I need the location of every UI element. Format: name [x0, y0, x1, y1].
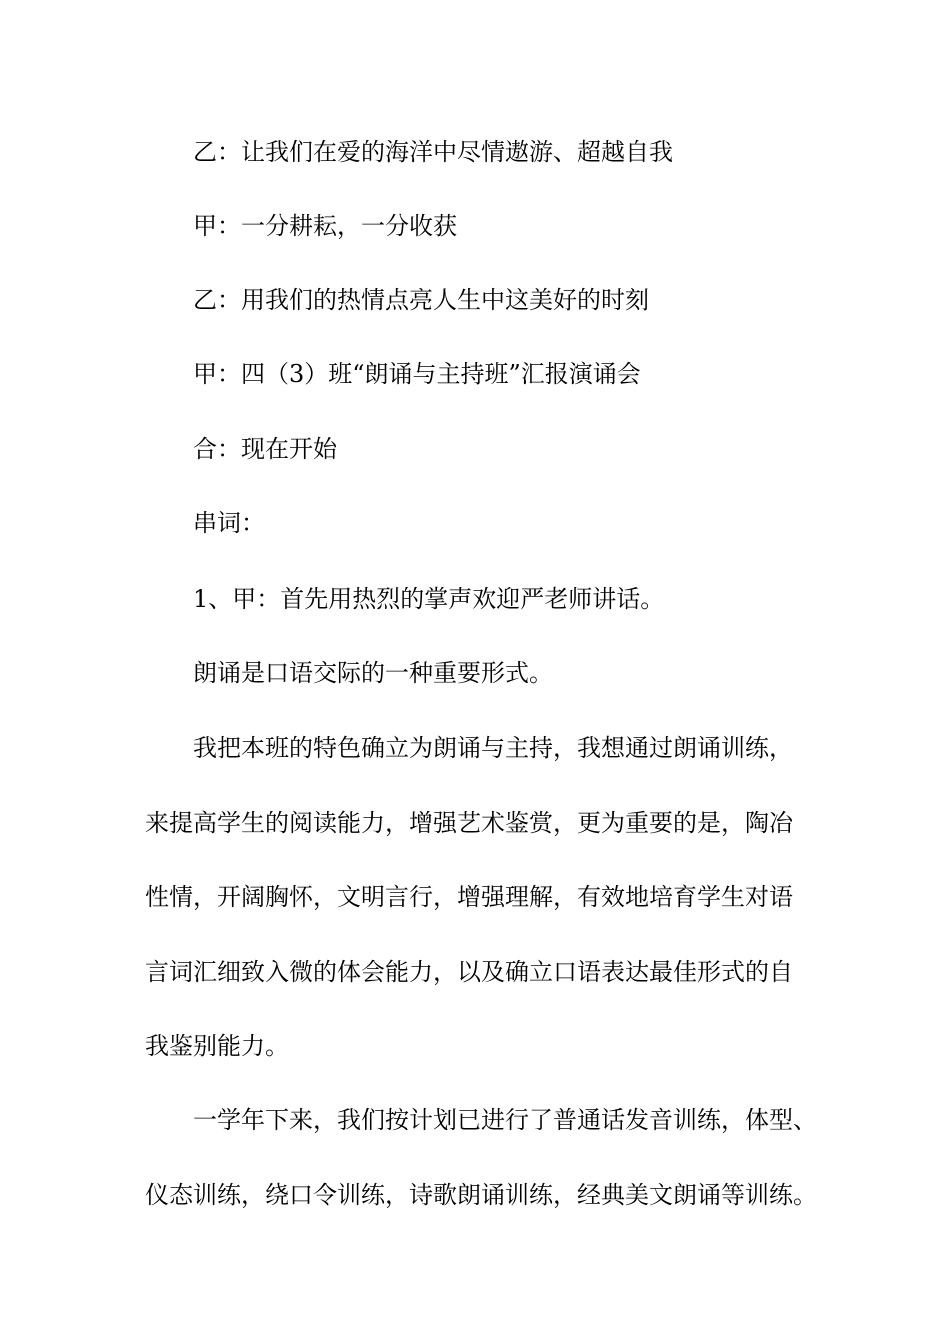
paragraph-line: 我鉴别能力。	[145, 1032, 289, 1060]
paragraph-line: 言词汇细致入微的体会能力，以及确立口语表达最佳形式的自	[145, 958, 793, 986]
paragraph-line: 来提高学生的阅读能力，增强艺术鉴赏，更为重要的是，陶冶	[145, 809, 793, 837]
paragraph-line: 性情，开阔胸怀，文明言行，增强理解，有效地培育学生对语	[145, 883, 793, 911]
paragraph-line: 我把本班的特色确立为朗诵与主持，我想通过朗诵训练，	[193, 734, 793, 762]
paragraph-line: 1、甲：首先用热烈的掌声欢迎严老师讲话。	[193, 585, 665, 613]
dialogue-line: 甲：四（3）班“朗诵与主持班”汇报演诵会	[193, 360, 641, 388]
paragraph-line: 仪态训练，绕口令训练，诗歌朗诵训练，经典美文朗诵等训练。	[145, 1181, 817, 1209]
dialogue-line: 乙：用我们的热情点亮人生中这美好的时刻	[193, 286, 649, 314]
dialogue-line: 乙：让我们在爱的海洋中尽情遨游、超越自我	[193, 138, 673, 166]
section-heading: 串词：	[193, 509, 265, 537]
paragraph-line: 一学年下来，我们按计划已进行了普通话发音训练，体型、	[193, 1106, 817, 1134]
dialogue-line: 甲：一分耕耘，一分收获	[193, 212, 457, 240]
dialogue-line: 合：现在开始	[193, 435, 337, 463]
paragraph-line: 朗诵是口语交际的一种重要形式。	[193, 659, 553, 687]
